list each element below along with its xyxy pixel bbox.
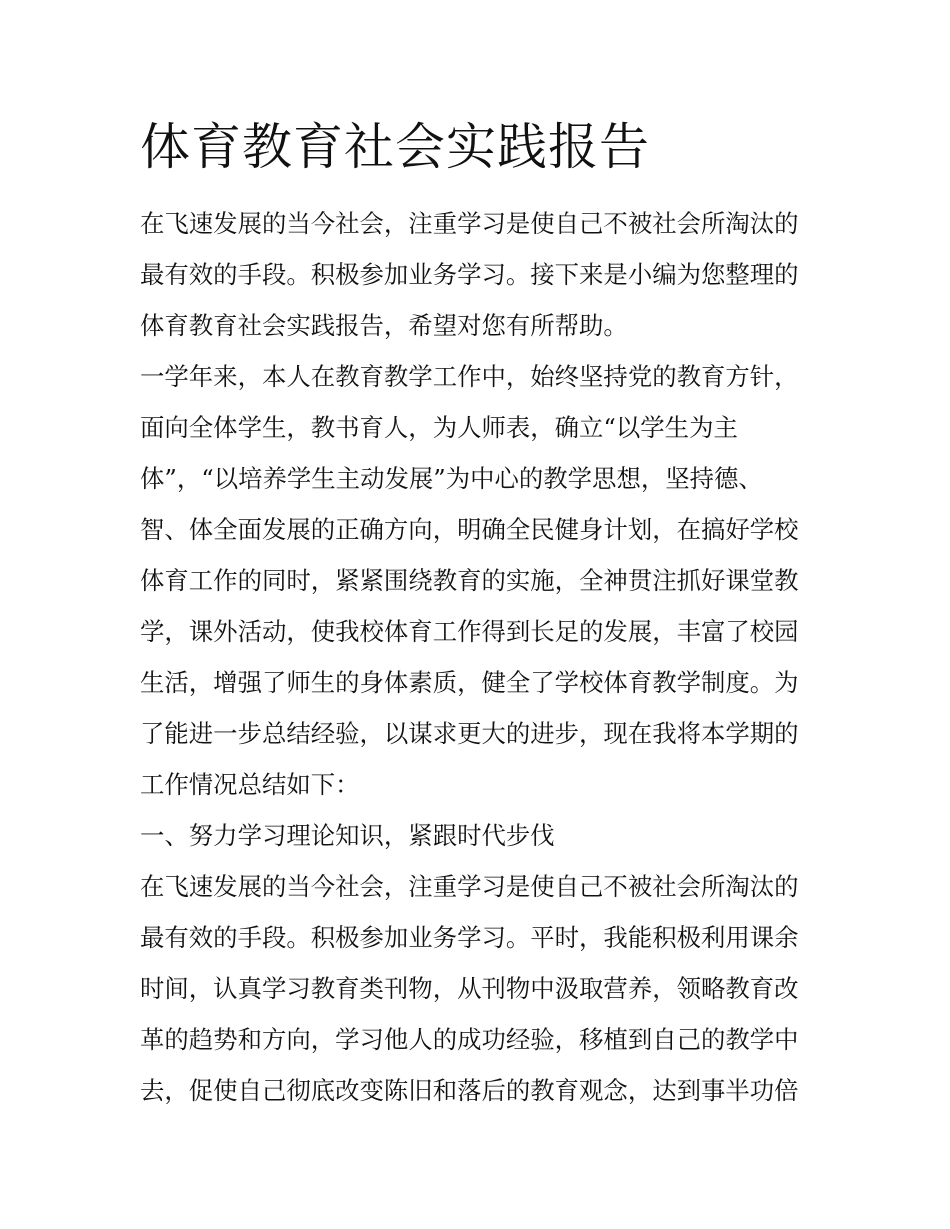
text-line: 体育工作的同时，紧紧围绕教育的实施，全神贯注抓好课堂教 (140, 566, 799, 595)
text-line: 智、体全面发展的正确方向，明确全民健身计划，在搞好学校 (140, 515, 799, 544)
text-line: 在飞速发展的当今社会，注重学习是使自己不被社会所淘汰的 (140, 209, 799, 238)
text-line: 一学年来，本人在教育教学工作中，始终坚持党的教育方针， (140, 362, 799, 391)
text-line: 学，课外活动，使我校体育工作得到长足的发展，丰富了校园 (140, 617, 799, 646)
text-line: 时间，认真学习教育类刊物，从刊物中汲取营养，领略教育改 (140, 974, 799, 1003)
text-line: 最有效的手段。积极参加业务学习。平时，我能积极利用课余 (140, 923, 799, 952)
text-line: 在飞速发展的当今社会，注重学习是使自己不被社会所淘汰的 (140, 872, 799, 901)
text-line: 体育教育社会实践报告，希望对您有所帮助。 (140, 311, 628, 340)
text-line: 面向全体学生，教书育人，为人师表，确立“以学生为主 (140, 413, 738, 442)
document-body (140, 198, 820, 1116)
text-line: 工作情况总结如下： (140, 770, 360, 799)
text-line: 革的趋势和方向，学习他人的成功经验，移植到自己的教学中 (140, 1025, 799, 1054)
text-line: 体”，“以培养学生主动发展”为中心的教学思想，坚持德、 (140, 464, 763, 493)
section-heading: 一、努力学习理论知识，紧跟时代步伐 (140, 821, 555, 850)
text-line: 去，促使自己彻底改变陈旧和落后的教育观念，达到事半功倍 (140, 1076, 799, 1105)
document-title: 体育教育社会实践报告 (140, 118, 650, 176)
text-line: 生活，增强了师生的身体素质，健全了学校体育教学制度。为 (140, 668, 799, 697)
text-line: 最有效的手段。积极参加业务学习。接下来是小编为您整理的 (140, 260, 799, 289)
text-line: 了能进一步总结经验，以谋求更大的进步，现在我将本学期的 (140, 719, 799, 748)
